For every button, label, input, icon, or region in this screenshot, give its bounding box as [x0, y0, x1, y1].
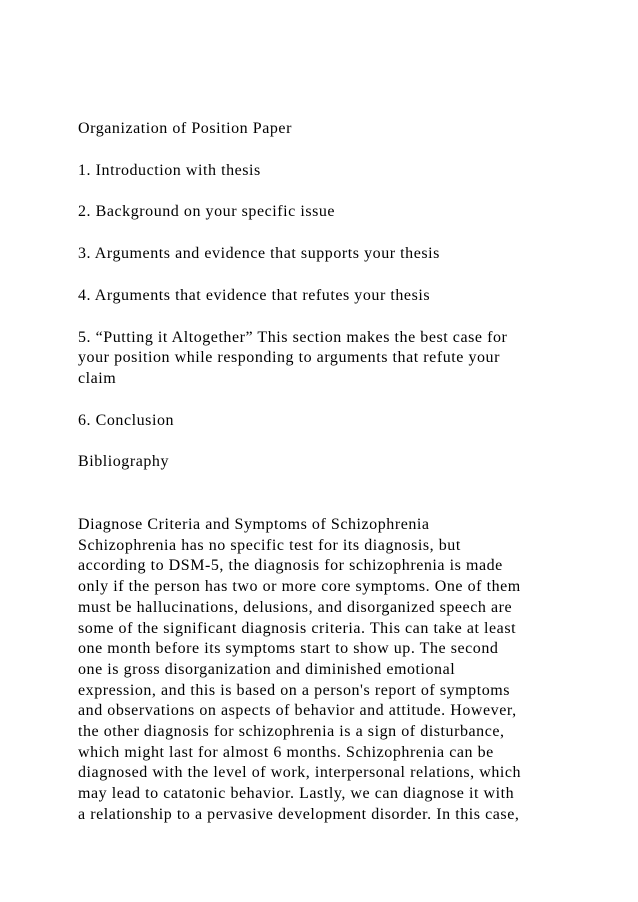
body-line: one is gross disorganization and diminished emotional	[78, 660, 456, 678]
outline-item-5-line: 5. “Putting it Altogether” This section makes the best case for	[78, 328, 508, 346]
body-line: one month before its symptoms start to show up. The second	[78, 640, 499, 658]
outline-item-5	[78, 328, 618, 390]
body-line: may lead to catatonic behavior. Lastly, we can diagnose it with	[78, 785, 515, 803]
body-line: diagnosed with the level of work, interpersonal relations, which	[78, 764, 522, 782]
outline-item-1: 1. Introduction with thesis	[78, 161, 261, 179]
body-line: a relationship to a pervasive development disorder. In this case,	[78, 805, 520, 823]
outline-item-4: 4. Arguments that evidence that refutes your thesis	[78, 286, 431, 304]
outline-item-2: 2. Background on your specific issue	[78, 203, 336, 221]
document-page	[78, 119, 618, 826]
outline-item-6: 6. Conclusion	[78, 411, 175, 429]
outline-item-5-line: claim	[78, 369, 117, 387]
body-line: and observations on aspects of behavior and attitude. However,	[78, 702, 517, 720]
body-line: must be hallucinations, delusions, and disorganized speech are	[78, 598, 513, 616]
section-spacer	[78, 494, 618, 515]
body-line: only if the person has two or more core symptoms. One of them	[78, 578, 521, 596]
body-section	[78, 515, 618, 826]
section-heading: Diagnose Criteria and Symptoms of Schizophrenia	[78, 516, 430, 534]
outline-item-5-line: your position while responding to arguments that refute your	[78, 349, 500, 367]
body-line: the other diagnosis for schizophrenia is a sign of disturbance,	[78, 723, 505, 741]
body-line: Schizophrenia has no specific test for its diagnosis, but	[78, 536, 461, 554]
document-title: Organization of Position Paper	[78, 120, 292, 137]
body-line: according to DSM-5, the diagnosis for schizophrenia is made	[78, 557, 503, 575]
bibliography-heading: Bibliography	[78, 453, 170, 471]
body-line: some of the significant diagnosis criteria. This can take at least	[78, 619, 517, 637]
body-line: which might last for almost 6 months. Schizophrenia can be	[78, 743, 494, 761]
body-line: expression, and this is based on a person's report of symptoms	[78, 681, 511, 699]
outline-item-3: 3. Arguments and evidence that supports your thesis	[78, 245, 440, 263]
